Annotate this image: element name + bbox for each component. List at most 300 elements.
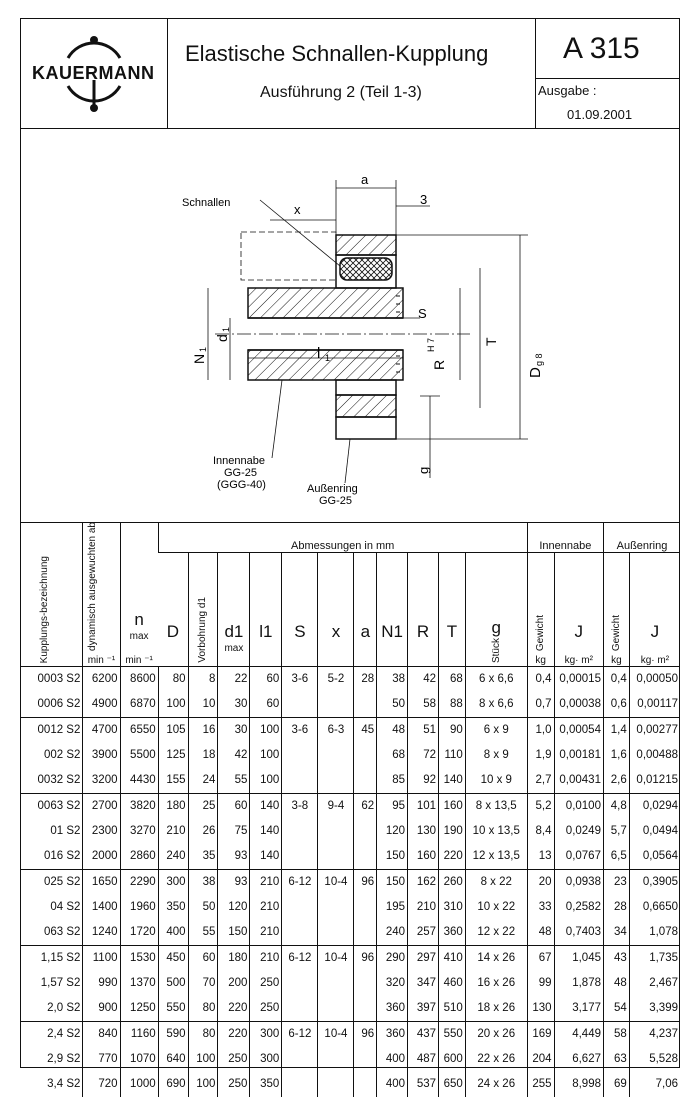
table-cell: 12 x 22 (465, 920, 527, 946)
table-cell: 6-12 (282, 869, 318, 895)
table-cell: 58 (603, 1021, 629, 1047)
label-d1: d (214, 334, 230, 342)
table-cell: 5,7 (603, 819, 629, 844)
table-cell: 43 (603, 945, 629, 971)
table-body (20, 666, 680, 1097)
table-cell: 90 (439, 717, 466, 743)
table-cell: 0,7 (527, 692, 554, 718)
table-cell: 450 (158, 945, 188, 971)
table-cell: 155 (158, 768, 188, 794)
table-cell: 397 (408, 996, 439, 1022)
table-cell: 3-6 (282, 666, 318, 692)
col-x: x (318, 552, 354, 666)
table-row (20, 692, 680, 718)
table-cell: 35 (188, 844, 218, 870)
outer-ring-upper (336, 235, 396, 255)
table-cell (318, 1072, 354, 1097)
table-cell (282, 1047, 318, 1072)
table-cell: 10 (188, 692, 218, 718)
table-cell: 016 S2 (43, 850, 81, 863)
table-cell: 2,7 (527, 768, 554, 794)
table-cell: 8 x 13,5 (465, 793, 527, 819)
table-cell: 14 x 26 (465, 945, 527, 971)
label-innennabe: Innennabe (213, 455, 265, 467)
table-cell: 10-4 (318, 945, 354, 971)
table-cell: 13 (527, 844, 554, 870)
table-cell: 0032 S2 (37, 774, 81, 787)
table-cell: 4900 (83, 692, 120, 718)
table-cell: 0003 S2 (20, 666, 83, 692)
table-cell: 25 (188, 793, 218, 819)
table-cell: 204 (527, 1047, 554, 1072)
table-cell: 10 x 13,5 (465, 819, 527, 844)
table-cell: 2000 (83, 844, 120, 870)
table-cell: 600 (439, 1047, 466, 1072)
table-cell: 42 (218, 743, 250, 768)
table-row (20, 1047, 680, 1072)
table-cell: 48 (527, 920, 554, 946)
table-cell: 2,467 (629, 971, 680, 996)
table-cell: 5500 (120, 743, 158, 768)
table-cell: 80 (188, 996, 218, 1022)
table-cell: 260 (439, 869, 466, 895)
table-cell: 537 (408, 1072, 439, 1097)
table-cell: 60 (218, 793, 250, 819)
table-cell: 3900 (83, 743, 120, 768)
table-cell: 67 (527, 945, 554, 971)
table-cell: 250 (218, 1072, 250, 1097)
table-cell: 4430 (120, 768, 158, 794)
issue-date: 01.09.2001 (567, 107, 633, 122)
table-cell (354, 895, 377, 920)
table-cell: 99 (527, 971, 554, 996)
table-cell: 550 (158, 996, 188, 1022)
table-cell: 3-6 (282, 717, 318, 743)
table-cell: 96 (354, 869, 377, 895)
col-bezeichnung: Kupplungs-bezeichnung (20, 522, 83, 666)
table-cell: 510 (439, 996, 466, 1022)
label-3: 3 (420, 192, 428, 207)
table-cell: 5,2 (527, 793, 554, 819)
table-cell: 210 (250, 945, 282, 971)
table-row (20, 996, 680, 1022)
col-n-max: n max min ⁻¹ (120, 522, 158, 666)
table-cell: 250 (250, 971, 282, 996)
document-subtitle: Ausführung 2 (Teil 1-3) (260, 84, 422, 101)
table-cell: 55 (188, 920, 218, 946)
table-cell: 55 (218, 768, 250, 794)
document-title: Elastische Schnallen-Kupplung (185, 41, 489, 66)
table-cell: 162 (408, 869, 439, 895)
table-cell (318, 819, 354, 844)
table-cell: 10-4 (318, 869, 354, 895)
label-n1: N (191, 353, 207, 364)
table-cell: 96 (354, 945, 377, 971)
table-cell: 063 S2 (43, 926, 81, 939)
table-cell: 210 (250, 869, 282, 895)
table-cell: 80 (188, 1021, 218, 1047)
table-cell: 190 (439, 819, 466, 844)
table-cell: 1,045 (554, 945, 603, 971)
table-cell: 3,4 S2 (47, 1078, 81, 1091)
table-cell: 900 (83, 996, 120, 1022)
table-cell: 0,0767 (554, 844, 603, 870)
table-cell: 840 (83, 1021, 120, 1047)
table-cell: 30 (218, 717, 250, 743)
table-cell: 1530 (120, 945, 158, 971)
table-cell (318, 743, 354, 768)
table-cell: 1100 (83, 945, 120, 971)
table-cell: 2700 (83, 793, 120, 819)
table-cell: 10-4 (318, 1021, 354, 1047)
company-name: KAUERMANN (32, 63, 155, 83)
table-cell: 100 (250, 768, 282, 794)
table-cell: 51 (408, 717, 439, 743)
group-aussenring: Außenring (603, 522, 680, 552)
label-g: g (416, 466, 431, 474)
table-cell: 50 (188, 895, 218, 920)
label-s: S (418, 306, 427, 321)
label-innennabe-mat1: GG-25 (224, 467, 258, 479)
table-cell: 8 x 6,6 (465, 692, 527, 718)
table-cell: 550 (439, 1021, 466, 1047)
label-l1-sub: 1 (325, 353, 331, 363)
table-cell (318, 996, 354, 1022)
label-d-tolerance: g 8 (534, 353, 544, 366)
table-cell: 50 (377, 692, 408, 718)
table-cell: 0,2582 (554, 895, 603, 920)
table-cell: 169 (527, 1021, 554, 1047)
table-cell: 437 (408, 1021, 439, 1047)
table-cell: 3820 (120, 793, 158, 819)
table-cell: 0,0564 (629, 844, 680, 870)
table-cell: 2290 (120, 869, 158, 895)
table-cell (282, 692, 318, 718)
table-cell: 4,8 (603, 793, 629, 819)
table-cell: 0,4 (527, 666, 554, 692)
table-cell: 100 (158, 692, 188, 718)
table-cell: 130 (527, 996, 554, 1022)
table-cell: 58 (408, 692, 439, 718)
col-innen-J: J kg· m² (554, 552, 603, 666)
table-cell: 6870 (120, 692, 158, 718)
table-cell: 6,5 (603, 844, 629, 870)
col-dynamisch: dynamisch ausgewuchten ab min ⁻¹ (83, 522, 120, 666)
table-cell: 2,6 (603, 768, 629, 794)
table-cell: 0,6 (603, 692, 629, 718)
label-aussenring: Außenring (307, 483, 358, 495)
table-row (20, 819, 680, 844)
table-cell: 88 (439, 692, 466, 718)
table-cell: 6200 (83, 666, 120, 692)
table-cell: 400 (377, 1047, 408, 1072)
table-cell: 140 (250, 844, 282, 870)
table-cell: 347 (408, 971, 439, 996)
table-cell: 33 (527, 895, 554, 920)
table-cell: 180 (158, 793, 188, 819)
table-cell: 6,627 (554, 1047, 603, 1072)
table-cell: 110 (439, 743, 466, 768)
table-cell (354, 692, 377, 718)
table-cell: 1,6 (603, 743, 629, 768)
table-cell: 180 (218, 945, 250, 971)
table-cell: 250 (250, 996, 282, 1022)
table-cell: 38 (188, 869, 218, 895)
table-cell: 1960 (120, 895, 158, 920)
table-cell: 140 (439, 768, 466, 794)
table-cell (318, 692, 354, 718)
col-S: S (282, 552, 318, 666)
table-cell (318, 920, 354, 946)
table-cell: 0012 S2 (20, 717, 83, 743)
table-cell: 990 (83, 971, 120, 996)
table-cell: 0,00181 (554, 743, 603, 768)
table-cell: 1,878 (554, 971, 603, 996)
table-cell: 68 (439, 666, 466, 692)
table-cell: 195 (377, 895, 408, 920)
table-cell: 300 (250, 1047, 282, 1072)
table-cell (354, 920, 377, 946)
table-cell (282, 1072, 318, 1097)
table-cell: 92 (408, 768, 439, 794)
col-R: R (408, 552, 439, 666)
table-cell: 101 (408, 793, 439, 819)
table-cell (282, 819, 318, 844)
table-cell: 24 (188, 768, 218, 794)
table-cell: 30 (218, 692, 250, 718)
col-g: g Stück (465, 552, 527, 666)
table-cell: 290 (377, 945, 408, 971)
table-cell: 0,00015 (554, 666, 603, 692)
table-cell: 1720 (120, 920, 158, 946)
table-cell: 300 (250, 1021, 282, 1047)
table-cell: 1160 (120, 1021, 158, 1047)
table-cell: 69 (603, 1072, 629, 1097)
table-cell: 8600 (120, 666, 158, 692)
table-cell: 257 (408, 920, 439, 946)
header-col-line (167, 18, 168, 128)
table-cell: 400 (377, 1072, 408, 1097)
label-r-tolerance: H 7 (426, 337, 436, 352)
table-cell (282, 743, 318, 768)
table-cell: 140 (250, 793, 282, 819)
table-row (20, 793, 680, 819)
table-cell: 1240 (83, 920, 120, 946)
table-cell: 320 (377, 971, 408, 996)
table-row (20, 844, 680, 870)
table-row (20, 666, 680, 692)
table-cell: 0,3905 (629, 869, 680, 895)
table-cell: 0,00050 (629, 666, 680, 692)
col-D: D (158, 552, 188, 666)
table-cell: 6-12 (282, 1021, 318, 1047)
table-cell (354, 768, 377, 794)
table-cell: 150 (377, 869, 408, 895)
table-cell: 48 (377, 717, 408, 743)
header-row-line (535, 78, 680, 79)
table-cell: 400 (158, 920, 188, 946)
table-cell: 2,9 S2 (47, 1053, 81, 1066)
table-cell: 100 (250, 743, 282, 768)
table-cell: 650 (439, 1072, 466, 1097)
table-cell: 1,4 (603, 717, 629, 743)
table-cell: 54 (603, 996, 629, 1022)
group-innennabe: Innennabe (527, 522, 603, 552)
label-d1-sub: 1 (221, 326, 231, 332)
label-innennabe-mat2: (GGG-40) (217, 479, 266, 491)
col-innen-gewicht: Gewicht kg (527, 552, 554, 666)
table-cell: 3270 (120, 819, 158, 844)
table-cell: 28 (354, 666, 377, 692)
table-cell: 93 (218, 844, 250, 870)
table-cell: 12 x 13,5 (465, 844, 527, 870)
table-cell: 4700 (83, 717, 120, 743)
label-x: x (294, 202, 301, 217)
table-cell (282, 971, 318, 996)
table-cell: 01 S2 (50, 825, 81, 838)
table-cell: 640 (158, 1047, 188, 1072)
table-cell: 23 (603, 869, 629, 895)
table-cell: 150 (377, 844, 408, 870)
table-cell: 297 (408, 945, 439, 971)
table-cell: 4,237 (629, 1021, 680, 1047)
table-cell: 160 (408, 844, 439, 870)
label-n1-sub: 1 (198, 346, 208, 352)
table-cell: 5-2 (318, 666, 354, 692)
table-cell: 8 x 9 (465, 743, 527, 768)
col-a: a (354, 552, 377, 666)
table-cell: 220 (439, 844, 466, 870)
table-cell: 360 (439, 920, 466, 946)
inner-hub-upper (248, 288, 403, 318)
table-cell (354, 996, 377, 1022)
table-cell: 1,15 S2 (20, 945, 83, 971)
table-cell: 42 (408, 666, 439, 692)
label-d: D (527, 367, 544, 378)
table-cell: 130 (408, 819, 439, 844)
table-cell: 22 (218, 666, 250, 692)
table-cell: 210 (158, 819, 188, 844)
buckle-element (340, 258, 392, 280)
col-aussen-J: J kg· m² (629, 552, 680, 666)
table-cell: 1,57 S2 (40, 977, 81, 990)
table-cell: 1400 (83, 895, 120, 920)
table-cell (354, 971, 377, 996)
table-cell: 0006 S2 (37, 698, 81, 711)
col-l1: l1 (250, 552, 282, 666)
table-row (20, 920, 680, 946)
table-cell: 2,0 S2 (47, 1002, 81, 1015)
table-row (20, 945, 680, 971)
table-cell: 220 (218, 996, 250, 1022)
table-cell: 125 (158, 743, 188, 768)
table-cell: 160 (439, 793, 466, 819)
issue-label: Ausgabe : (538, 83, 597, 98)
table-cell: 0,6650 (629, 895, 680, 920)
table-cell: 410 (439, 945, 466, 971)
table-cell: 720 (83, 1072, 120, 1097)
label-aussenring-mat: GG-25 (319, 495, 353, 507)
col-vorbohrung: Vorbohrung d1 (188, 552, 218, 666)
table-cell (354, 844, 377, 870)
table-cell: 105 (158, 717, 188, 743)
table-cell: 8 (188, 666, 218, 692)
header-col-line (535, 18, 536, 128)
table-cell: 210 (408, 895, 439, 920)
company-logo (28, 28, 160, 120)
table-cell: 5,528 (629, 1047, 680, 1072)
document-number: A 315 (563, 32, 640, 65)
table-cell: 85 (377, 768, 408, 794)
table-cell: 48 (603, 971, 629, 996)
table-cell: 3,177 (554, 996, 603, 1022)
table-cell: 770 (83, 1047, 120, 1072)
table-cell: 7,06 (629, 1072, 680, 1097)
table-cell: 8,4 (527, 819, 554, 844)
table-cell: 63 (603, 1047, 629, 1072)
col-T: T (439, 552, 466, 666)
table-cell: 0,0494 (629, 819, 680, 844)
table-cell: 0,0249 (554, 819, 603, 844)
table-cell: 38 (377, 666, 408, 692)
table-cell: 3200 (83, 768, 120, 794)
table-cell: 240 (377, 920, 408, 946)
table-row (20, 743, 680, 768)
col-N1: N1 (377, 552, 408, 666)
col-aussen-gewicht: Gewicht kg (603, 552, 629, 666)
table-cell: 3-8 (282, 793, 318, 819)
table-cell: 10 x 9 (465, 768, 527, 794)
table-cell: 100 (250, 717, 282, 743)
table-cell: 150 (218, 920, 250, 946)
table-cell: 210 (250, 920, 282, 946)
table-cell: 96 (354, 1021, 377, 1047)
table-cell: 120 (218, 895, 250, 920)
table-cell: 28 (603, 895, 629, 920)
table-cell: 0,00054 (554, 717, 603, 743)
table-cell: 16 x 26 (465, 971, 527, 996)
table-cell: 0,01215 (629, 768, 680, 794)
table-cell (318, 1047, 354, 1072)
table-cell: 80 (158, 666, 188, 692)
table-row (20, 717, 680, 743)
table-cell: 2860 (120, 844, 158, 870)
table-cell: 240 (158, 844, 188, 870)
table-cell: 18 x 26 (465, 996, 527, 1022)
table-cell: 60 (188, 945, 218, 971)
table-row (20, 1072, 680, 1097)
table-cell: 0,00117 (629, 692, 680, 718)
table-cell: 0,00277 (629, 717, 680, 743)
table-cell: 95 (377, 793, 408, 819)
table-cell: 6 x 9 (465, 717, 527, 743)
table-cell: 72 (408, 743, 439, 768)
table-cell: 6 x 6,6 (465, 666, 527, 692)
table-cell (318, 895, 354, 920)
group-abmessungen: Abmessungen in mm (158, 522, 527, 552)
table-cell: 0,4 (603, 666, 629, 692)
table-cell: 300 (158, 869, 188, 895)
label-l1: l (317, 345, 321, 362)
table-cell: 0,00038 (554, 692, 603, 718)
table-cell (282, 895, 318, 920)
outer-ring-lower (336, 395, 396, 417)
table-row (20, 895, 680, 920)
table-cell: 3,399 (629, 996, 680, 1022)
table-cell: 1,0 (527, 717, 554, 743)
table-cell: 1,078 (629, 920, 680, 946)
table-cell: 9-4 (318, 793, 354, 819)
